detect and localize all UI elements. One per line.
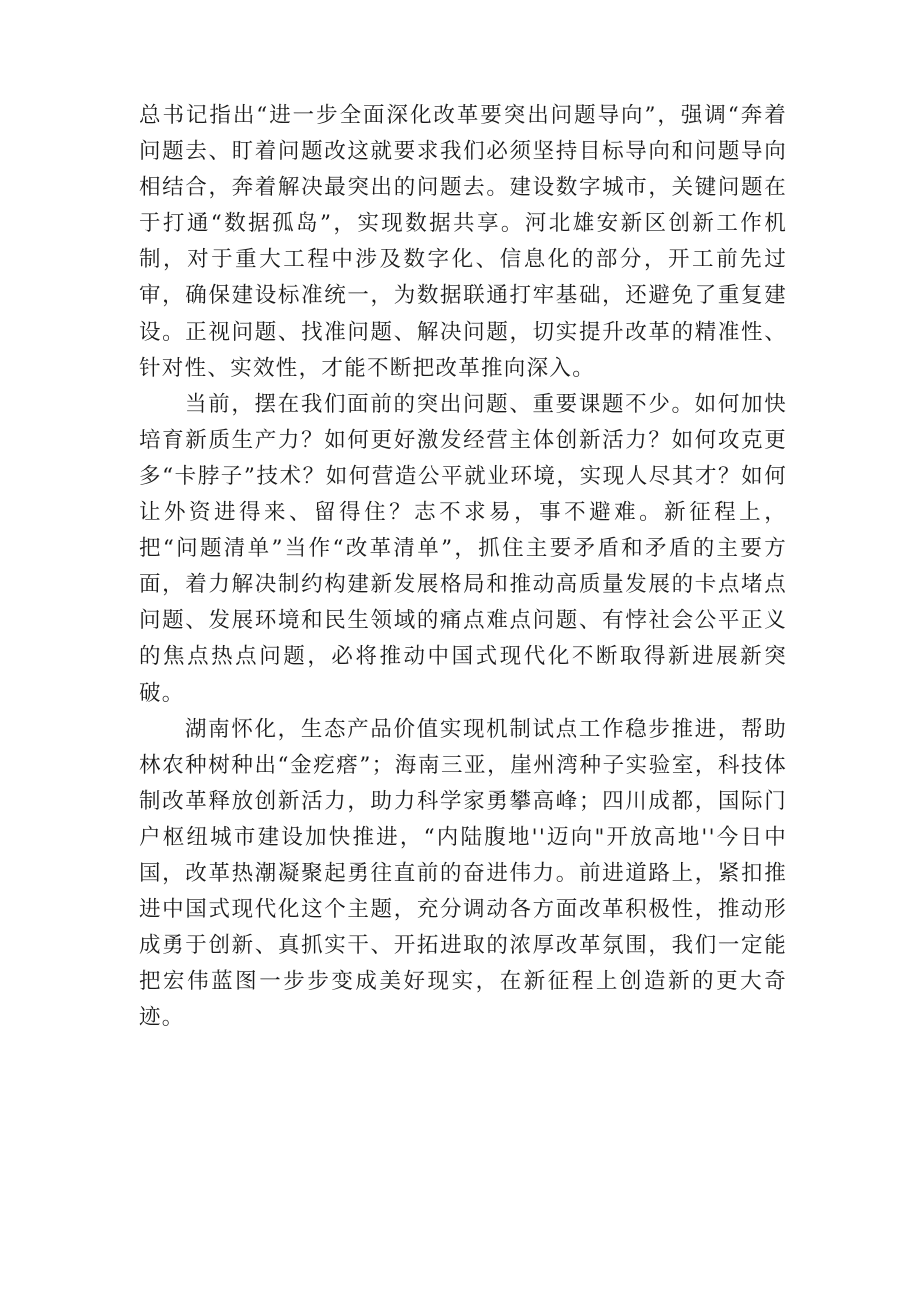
paragraph-reform-examples: 湖南怀化，生态产品价值实现机制试点工作稳步推进，帮助林农种树种出“金疙瘩”；海南三亚，崖州湾种子实验室，科技体制改革释放创新活力，助力科学家勇攀高峰；四川成都，国际门户枢纽城市建设加快推进，“内陆腹地''迈向"开放高地''今日中国，改革热潮凝聚起勇往直前的奋进伟力。前进道路上，紧扣推进中国式现代化这个主题，充分调动各方面改革积极性，推动形成勇于创新、真抓实干、开拓进取的浓厚改革氛围，我们一定能把宏伟蓝图一步步变成美好现实，在新征程上创造新的更大奇迹。 (139, 716, 787, 1031)
body-text (139, 98, 787, 1036)
paragraph-problem-orientation: 总书记指出“进一步全面深化改革要突出问题导向”，强调“奔着问题去、盯着问题改这就要求我们必须坚持目标导向和问题导向相结合，奔着解决最突出的问题去。建设数字城市，关键问题在于打通“数据孤岛”，实现数据共享。河北雄安新区创新工作机制，对于重大工程中涉及数字化、信息化的部分，开工前先过审，确保建设标准统一，为数据联通打牢基础，还避免了重复建设。正视问题、找准问题、解决问题，切实提升改革的精准性、针对性、实效性，才能不断把改革推向深入。 (139, 103, 787, 381)
paragraph-current-issues: 当前，摆在我们面前的突出问题、重要课题不少。如何加快培育新质生产力？如何更好激发经营主体创新活力？如何攻克更多“卡脖子”技术？如何营造公平就业环境，实现人尽其才？如何让外资进得来、留得住？志不求易，事不避难。新征程上，把“问题清单”当作“改革清单”，抓住主要矛盾和矛盾的主要方面，着力解决制约构建新发展格局和推动高质量发展的卡点堵点问题、发展环境和民生领域的痛点难点问题、有悖社会公平正义的焦点热点问题，必将推动中国式现代化不断取得新进展新突破。 (139, 391, 787, 706)
